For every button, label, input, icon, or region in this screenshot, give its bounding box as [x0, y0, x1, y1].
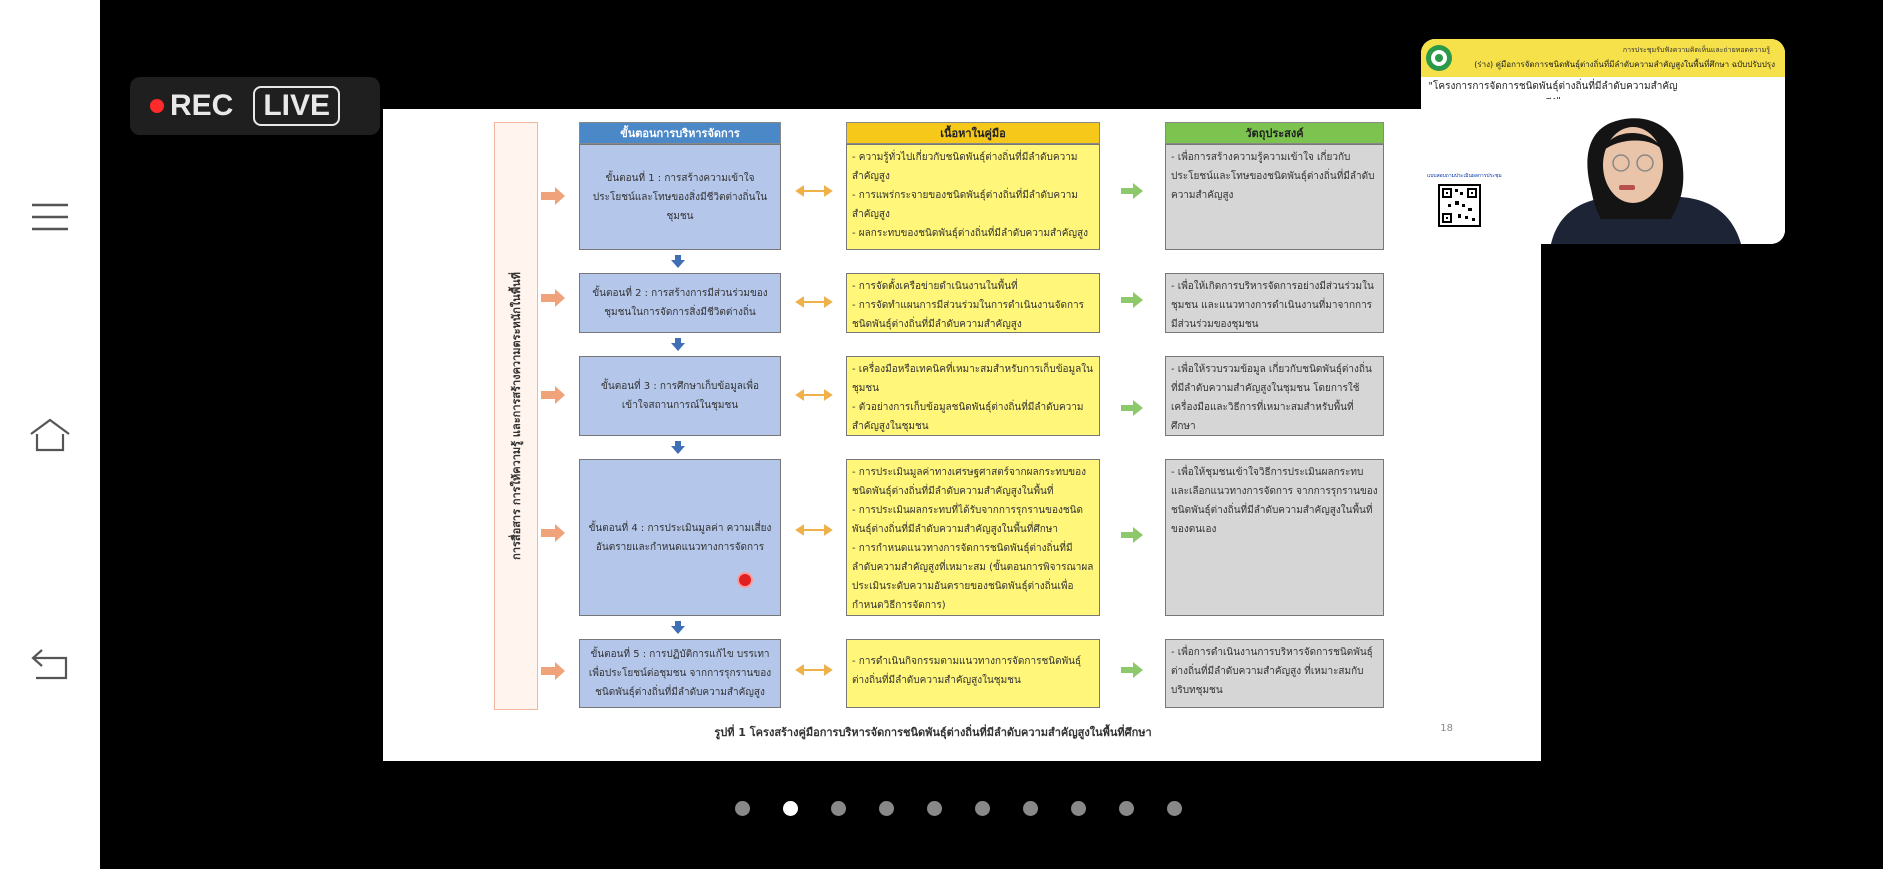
- content-item: - ตัวอย่างการเก็บข้อมูลชนิดพันธุ์ต่างถิ่นที่มีลำดับความสำคัญสูงในชุมชน: [852, 402, 1084, 432]
- content-1: [846, 144, 1100, 250]
- header-steps: ขั้นตอนการบริหารจัดการ: [579, 122, 781, 144]
- objective-3: - เพื่อให้รวบรวมข้อมูล เกี่ยวกับชนิดพันธุ์ต่างถิ่นที่มีลำดับความสำคัญสูงในชุมชน โดยการใช้เครื่องมือและวิธีการที่เหมาะสมสำหรับพื้นที่ศึกษา: [1165, 356, 1384, 436]
- organization-logo-icon: [1425, 44, 1453, 72]
- content-item: - การประเมินมูลค่าทางเศรษฐศาสตร์จากผลกระทบของชนิดพันธุ์ต่างถิ่นที่มีลำดับความสำคัญสูงในพื้นที่: [852, 467, 1087, 497]
- recording-indicator: [130, 77, 380, 135]
- content-2: [846, 273, 1100, 333]
- banner-subtitle: "โครงการการจัดการชนิดพันธุ์ต่างถิ่นที่มีลำดับความสำคัญ: [1428, 81, 1678, 92]
- content-item: - การดำเนินกิจกรรมตามแนวทางการจัดการชนิดพันธุ์ต่างถิ่นที่มีลำดับความสำคัญสูงในชุมชน: [852, 656, 1082, 686]
- page-dot[interactable]: [927, 801, 942, 816]
- page-dot[interactable]: [879, 801, 894, 816]
- step-2: ขั้นตอนที่ 2 : การสร้างการมีส่วนร่วมของชุมชนในการจัดการสิ่งมีชีวิตต่างถิ่น: [579, 273, 781, 333]
- content-4: [846, 459, 1100, 616]
- content-item: - การแพร่กระจายของชนิดพันธุ์ต่างถิ่นที่มีลำดับความสำคัญสูง: [852, 190, 1078, 220]
- speaker-banner: [1421, 39, 1785, 77]
- page-dot[interactable]: [1071, 801, 1086, 816]
- content-item: - การจัดตั้งเครือข่ายดำเนินงานในพื้นที่: [852, 281, 1018, 292]
- content-5: [846, 639, 1100, 708]
- content-item: - การจัดทำแผนการมีส่วนร่วมในการดำเนินงานจัดการชนิดพันธุ์ต่างถิ่นที่มีลำดับความสำคัญสูง: [852, 300, 1084, 330]
- content-item: - การกำหนดแนวทางการจัดการชนิดพันธุ์ต่างถิ่นที่มีลำดับความสำคัญสูงที่เหมาะสม (ขั้นตอนการพิจารณาผลประเมินระดับความอันตรายของชนิดพันธุ์ต่างถิ่นเพื่อกำหนดวิธีการจัดการ): [852, 543, 1094, 611]
- objective-1: - เพื่อการสร้างความรู้ความเข้าใจ เกี่ยวกับประโยชน์และโทษของชนิดพันธุ์ต่างถิ่นที่มีลำดับความสำคัญสูง: [1165, 144, 1384, 250]
- content-item: - เครื่องมือหรือเทคนิคที่เหมาะสมสำหรับการเก็บข้อมูลในชุมชน: [852, 364, 1093, 394]
- objective-5: - เพื่อการดำเนินงานการบริหารจัดการชนิดพันธุ์ต่างถิ่นที่มีลำดับความสำคัญสูง ที่เหมาะสมกับบริบทชุมชน: [1165, 639, 1384, 708]
- back-icon: [28, 642, 72, 686]
- objective-2: - เพื่อให้เกิดการบริหารจัดการอย่างมีส่วนร่วมในชุมชน และแนวทางการดำเนินงานที่มาจากการมีส่วนร่วมของชุมชน: [1165, 273, 1384, 333]
- step-3: ขั้นตอนที่ 3 : การศึกษาเก็บข้อมูลเพื่อเข้าใจสถานการณ์ในชุมชน: [579, 356, 781, 436]
- speaker-video[interactable]: [1421, 39, 1785, 244]
- menu-button[interactable]: [26, 193, 74, 241]
- home-icon: [28, 412, 72, 456]
- page-dot[interactable]: [735, 801, 750, 816]
- green-arrow-icons: [1121, 183, 1143, 678]
- slide-sidebar: [494, 122, 538, 710]
- page-dot[interactable]: [831, 801, 846, 816]
- page-dot[interactable]: [1023, 801, 1038, 816]
- qr-code-icon: [1438, 184, 1481, 227]
- rec-label: REC: [170, 89, 234, 122]
- back-button[interactable]: [26, 640, 74, 688]
- step-4: ขั้นตอนที่ 4 : การประเมินมูลค่า ความเสี่ยงอันตรายและกำหนดแนวทางการจัดการ: [579, 459, 781, 616]
- content-item: - การประเมินผลกระทบที่ได้รับจากการรุกรานของชนิดพันธุ์ต่างถิ่นที่มีลำดับความสำคัญสูงในพื้นที่ศึกษา: [852, 505, 1083, 535]
- step-1: ขั้นตอนที่ 1 : การสร้างความเข้าใจประโยชน์และโทษของสิ่งมีชีวิตต่างถิ่นในชุมชน: [579, 144, 781, 250]
- live-badge: LIVE: [253, 86, 340, 126]
- page-dot-active[interactable]: [783, 801, 798, 816]
- qr-label: แบบสอบถามประเมินผลการประชุม: [1427, 173, 1502, 179]
- content-item: - ความรู้ทั่วไปเกี่ยวกับชนิดพันธุ์ต่างถิ่นที่มีลำดับความสำคัญสูง: [852, 152, 1078, 182]
- record-dot-icon: [150, 99, 164, 113]
- content-3: [846, 356, 1100, 436]
- home-button[interactable]: [26, 410, 74, 458]
- page-dot[interactable]: [1119, 801, 1134, 816]
- nav-bar: [0, 0, 100, 869]
- page-dot[interactable]: [975, 801, 990, 816]
- step-5: ขั้นตอนที่ 5 : การปฏิบัติการแก้ไข บรรเทาเพื่อประโยชน์ต่อชุมชน จากการรุกรานของชนิดพันธุ์ต่างถิ่นที่มีลำดับความสำคัญสูง: [579, 639, 781, 708]
- hamburger-icon: [28, 195, 72, 239]
- header-objectives: วัตถุประสงค์: [1165, 122, 1384, 144]
- banner-title-line1: การประชุมรับฟังความคิดเห็นและถ่ายทอดความรู้: [1622, 46, 1770, 54]
- slide-pagination: [735, 801, 1215, 816]
- presentation-slide: [383, 109, 1541, 761]
- slide-caption: รูปที่ 1 โครงสร้างคู่มือการบริหารจัดการชนิดพันธุ์ต่างถิ่นที่มีลำดับความสำคัญสูงในพื้นที่ศึกษา: [714, 726, 1152, 739]
- page-dot[interactable]: [1167, 801, 1182, 816]
- objective-4: - เพื่อให้ชุมชนเข้าใจวิธีการประเมินผลกระทบ และเลือกแนวทางการจัดการ จากการรุกรานของชนิดพันธุ์ต่างถิ่นที่มีลำดับความสำคัญสูงในพื้นที่ของตนเอง: [1165, 459, 1384, 616]
- sidebar-text: การสื่อสาร การให้ความรู้ และการสร้างความตระหนักในพื้นที่: [510, 272, 523, 560]
- header-content: เนื้อหาในคู่มือ: [846, 122, 1100, 144]
- speaker-person-icon: [1521, 99, 1785, 244]
- slide-page-number: 18: [1440, 723, 1453, 734]
- right-arrow-icons: [541, 187, 565, 680]
- banner-title-line2: (ร่าง) คู่มือการจัดการชนิดพันธุ์ต่างถิ่นที่มีลำดับความสำคัญสูงในพื้นที่ศึกษา ฉบับปรับปรุง: [1474, 60, 1775, 69]
- content-item: - ผลกระทบของชนิดพันธุ์ต่างถิ่นที่มีลำดับความสำคัญสูง: [852, 228, 1088, 239]
- double-arrow-icons: [797, 187, 831, 674]
